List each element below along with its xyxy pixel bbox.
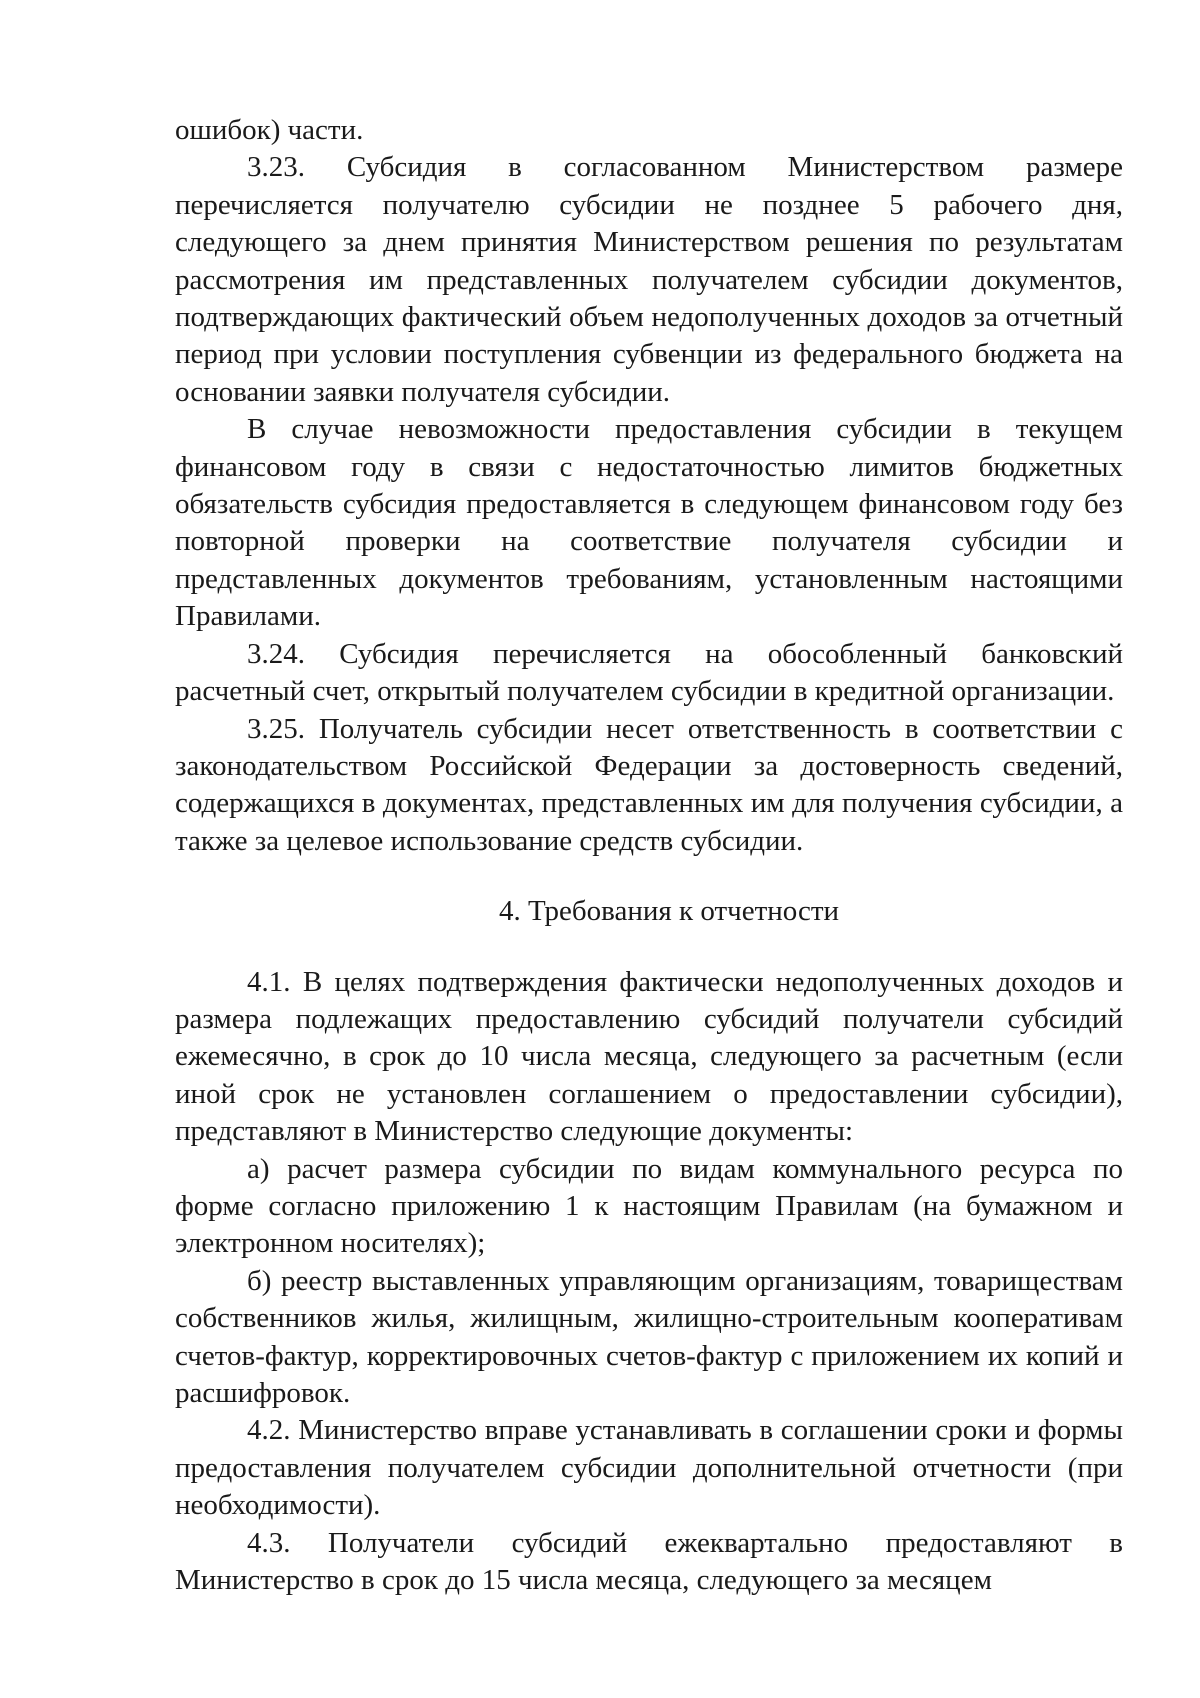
paragraph-3-25: 3.25. Получатель субсидии несет ответственность в соответствии с законодательством Российской Федерации за достоверность сведений, содержащихся в документах, представленных им для получения субсидии, а также за целевое использование средств субсидии. <box>175 712 1123 857</box>
paragraph-3-24: 3.24. Субсидия перечисляется на обособленный банковский расчетный счет, открытый получателем субсидии в кредитной организации. <box>175 637 1123 708</box>
paragraph-4-3: 4.3. Получатели субсидий ежеквартально предоставляют в Министерство в срок до 15 числа месяца, следующего за месяцем <box>175 1526 1123 1597</box>
section-heading: 4. Требования к отчетности <box>498 895 840 928</box>
paragraph-4-1: 4.1. В целях подтверждения фактически недополученных доходов и размера подлежащих предоставлению субсидий получатели субсидий ежемесячно, в срок до 10 числа месяца, следующего за расчетным (если иной срок не установлен соглашением о предоставлении субсидии), представляют в Министерство следующие документы: <box>175 965 1123 1148</box>
paragraph-3-23: 3.23. Субсидия в согласованном Министерством размере перечисляется получателю субсидии не позднее 5 рабочего дня, следующего за днем принятия Министерством решения по результатам рассмотрения им представленных получателем субсидии документов, подтверждающих фактический объем недополученных доходов за отчетный период при условии поступления субвенции из федерального бюджета на основании заявки получателя субсидии. <box>175 151 1123 408</box>
paragraph-4-2: 4.2. Министерство вправе устанавливать в соглашении сроки и формы предоставления получателем субсидии дополнительной отчетности (при необходимости). <box>175 1414 1123 1522</box>
paragraph-continuation: ошибок) части. <box>175 114 364 146</box>
document-body <box>175 112 1123 1599</box>
paragraph-impossibility-case: В случае невозможности предоставления субсидии в текущем финансовом году в связи с недостаточностью лимитов бюджетных обязательств субсидия предоставляется в следующем финансовом году без повторной проверки на соответствие получателя субсидии и представленных документов требованиям, установленным настоящими Правилами. <box>175 413 1123 633</box>
list-item-a: а) расчет размера субсидии по видам коммунального ресурса по форме согласно приложению 1 к настоящим Правилам (на бумажном и электронном носителях); <box>175 1152 1123 1260</box>
list-item-b: б) реестр выставленных управляющим организациям, товариществам собственников жилья, жилищным, жилищно-строительным кооперативам счетов-фактур, корректировочных счетов-фактур с приложением их копий и расшифровок. <box>175 1264 1123 1409</box>
